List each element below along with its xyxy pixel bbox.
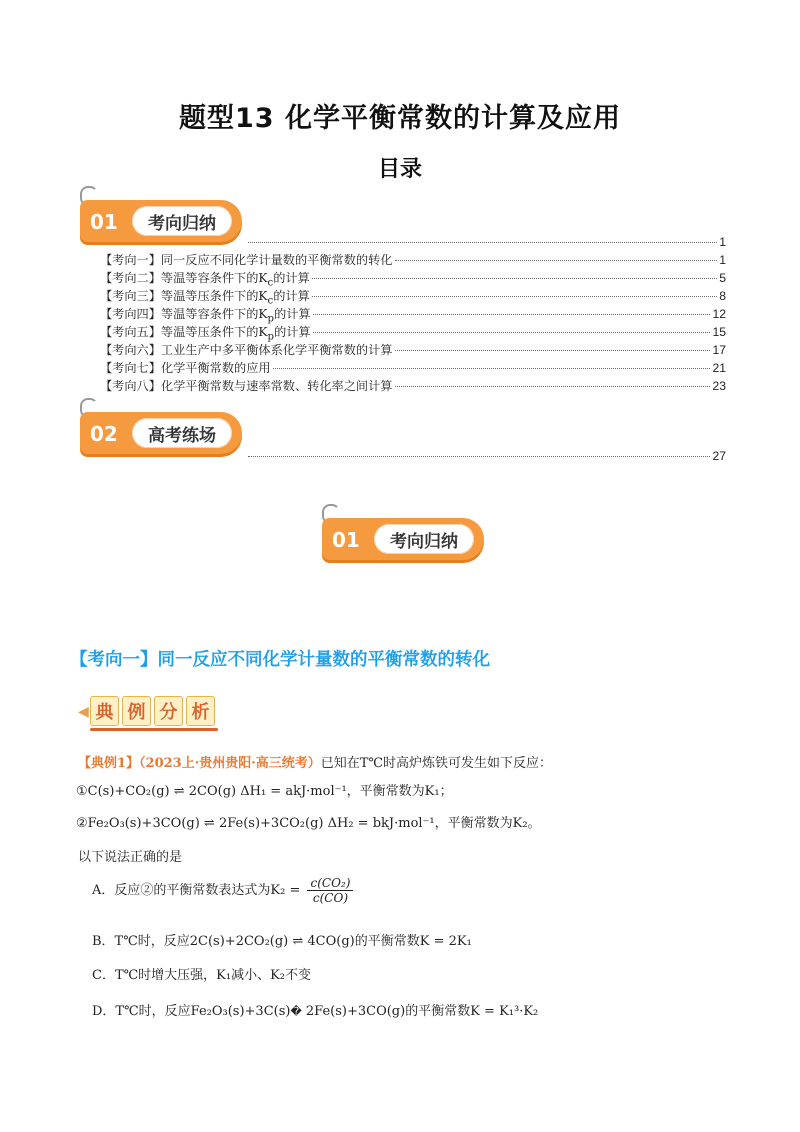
toc-leader <box>248 242 717 243</box>
toc-item-text: 【考向六】工业生产中多平衡体系化学平衡常数的计算 <box>100 343 393 357</box>
banner-underline <box>90 728 218 731</box>
toc-page: 21 <box>712 361 726 375</box>
toc-item[interactable] <box>100 252 726 269</box>
option-c[interactable]: C．T℃时增大压强，K₁减小、K₂不变 <box>92 968 312 983</box>
toc-item-text: 【考向二】等温等容条件下的K <box>100 271 268 285</box>
banner-char: 分 <box>154 696 183 726</box>
toc-leader <box>273 368 711 369</box>
fraction-numerator: c(CO₂) <box>307 876 353 891</box>
sample-analysis-banner <box>78 696 228 736</box>
option-d-tail: 2Fe(s)+3CO(g)的平衡常数K = K₁³·K₂ <box>301 1004 539 1019</box>
section-badge-kaoxiang <box>80 186 250 248</box>
fraction <box>307 876 353 905</box>
toc-item-text: 【考向五】等温等压条件下的K <box>100 325 268 339</box>
example-label: 【典例1】（2023上·贵州贵阳·高三统考） <box>78 756 321 771</box>
toc-item-sub: c <box>267 295 274 307</box>
toc-item-text: 【考向八】化学平衡常数与速率常数、转化率之间计算 <box>100 379 393 393</box>
toc-item-sub: p <box>267 331 275 343</box>
section-badge-center <box>322 504 492 566</box>
option-a-text: A．反应②的平衡常数表达式为K₂ = <box>92 883 301 898</box>
toc-page: 17 <box>712 343 726 357</box>
badge-number: 01 <box>90 210 118 234</box>
toc-page: 27 <box>712 449 726 463</box>
option-d[interactable] <box>92 1000 538 1019</box>
option-d-text: D．T℃时，反应Fe₂O₃(s)+3C(s) <box>92 1004 291 1019</box>
badge-label: 考向归纳 <box>132 206 232 236</box>
banner-char: 析 <box>186 696 215 726</box>
toc-leader <box>395 260 718 261</box>
toc-page: 23 <box>712 379 726 393</box>
unknown-glyph: � <box>290 1005 302 1018</box>
toc-leader <box>312 278 717 279</box>
toc-item-tail: 的计算 <box>273 289 310 303</box>
example-intro-text: 已知在T℃时高炉炼铁可发生如下反应： <box>320 756 552 771</box>
toc-leader <box>248 456 710 457</box>
toc-item-text: 【考向七】化学平衡常数的应用 <box>100 361 271 375</box>
banner-char: 例 <box>122 696 151 726</box>
toc-item[interactable] <box>100 360 726 377</box>
toc-leader <box>313 314 711 315</box>
reaction-1: ①C(s)+CO₂(g) ⇌ 2CO(g) ΔH₁ = akJ·mol⁻¹，平衡常数为K₁； <box>76 784 453 799</box>
toc-item[interactable] <box>100 378 726 395</box>
toc-item-text: 【考向三】等温等压条件下的K <box>100 289 268 303</box>
toc-leader <box>313 332 711 333</box>
toc-item-sub: p <box>267 313 275 325</box>
badge-label: 考向归纳 <box>374 524 474 554</box>
toc-line-practice[interactable] <box>246 448 726 465</box>
toc-item[interactable] <box>100 342 726 359</box>
section-badge-practice <box>80 398 250 460</box>
toc-leader <box>395 386 711 387</box>
toc-page: 12 <box>712 307 726 321</box>
toc-page: 5 <box>719 271 726 285</box>
question-text: 以下说法正确的是 <box>78 850 183 865</box>
toc-page: 15 <box>712 325 726 339</box>
toc-item-tail: 的计算 <box>273 271 310 285</box>
badge-number: 01 <box>332 528 360 552</box>
toc-item-tail: 的计算 <box>274 307 311 321</box>
option-b[interactable]: B．T℃时，反应2C(s)+2CO₂(g) ⇌ 4CO(g)的平衡常数K = 2K₁ <box>92 934 472 949</box>
section-heading: 【考向一】同一反应不同化学计量数的平衡常数的转化 <box>70 650 490 670</box>
toc-heading: 目录 <box>377 157 422 182</box>
banner-char: 典 <box>90 696 119 726</box>
toc-page: 8 <box>719 289 726 303</box>
toc-page: 1 <box>719 235 726 249</box>
reaction-2: ②Fe₂O₃(s)+3CO(g) ⇌ 2Fe(s)+3CO₂(g) ΔH₂ = bkJ·mol⁻¹，平衡常数为K₂。 <box>76 816 541 831</box>
toc-item-text: 【考向一】同一反应不同化学计量数的平衡常数的转化 <box>100 253 393 267</box>
example-intro <box>78 752 552 771</box>
toc-page: 1 <box>719 253 726 267</box>
fraction-denominator: c(CO) <box>312 891 348 905</box>
badge-number: 02 <box>90 422 118 446</box>
toc-line-first[interactable] <box>246 234 726 251</box>
toc-leader <box>395 350 711 351</box>
toc-item-tail: 的计算 <box>274 325 311 339</box>
speaker-icon: ◀ <box>78 704 89 720</box>
badge-label: 高考练场 <box>132 418 232 448</box>
toc-item-sub: c <box>267 277 274 289</box>
option-a[interactable] <box>92 876 353 905</box>
page-title: 题型13 化学平衡常数的计算及应用 <box>179 103 621 134</box>
toc-leader <box>312 296 717 297</box>
toc-item-text: 【考向四】等温等容条件下的K <box>100 307 268 321</box>
